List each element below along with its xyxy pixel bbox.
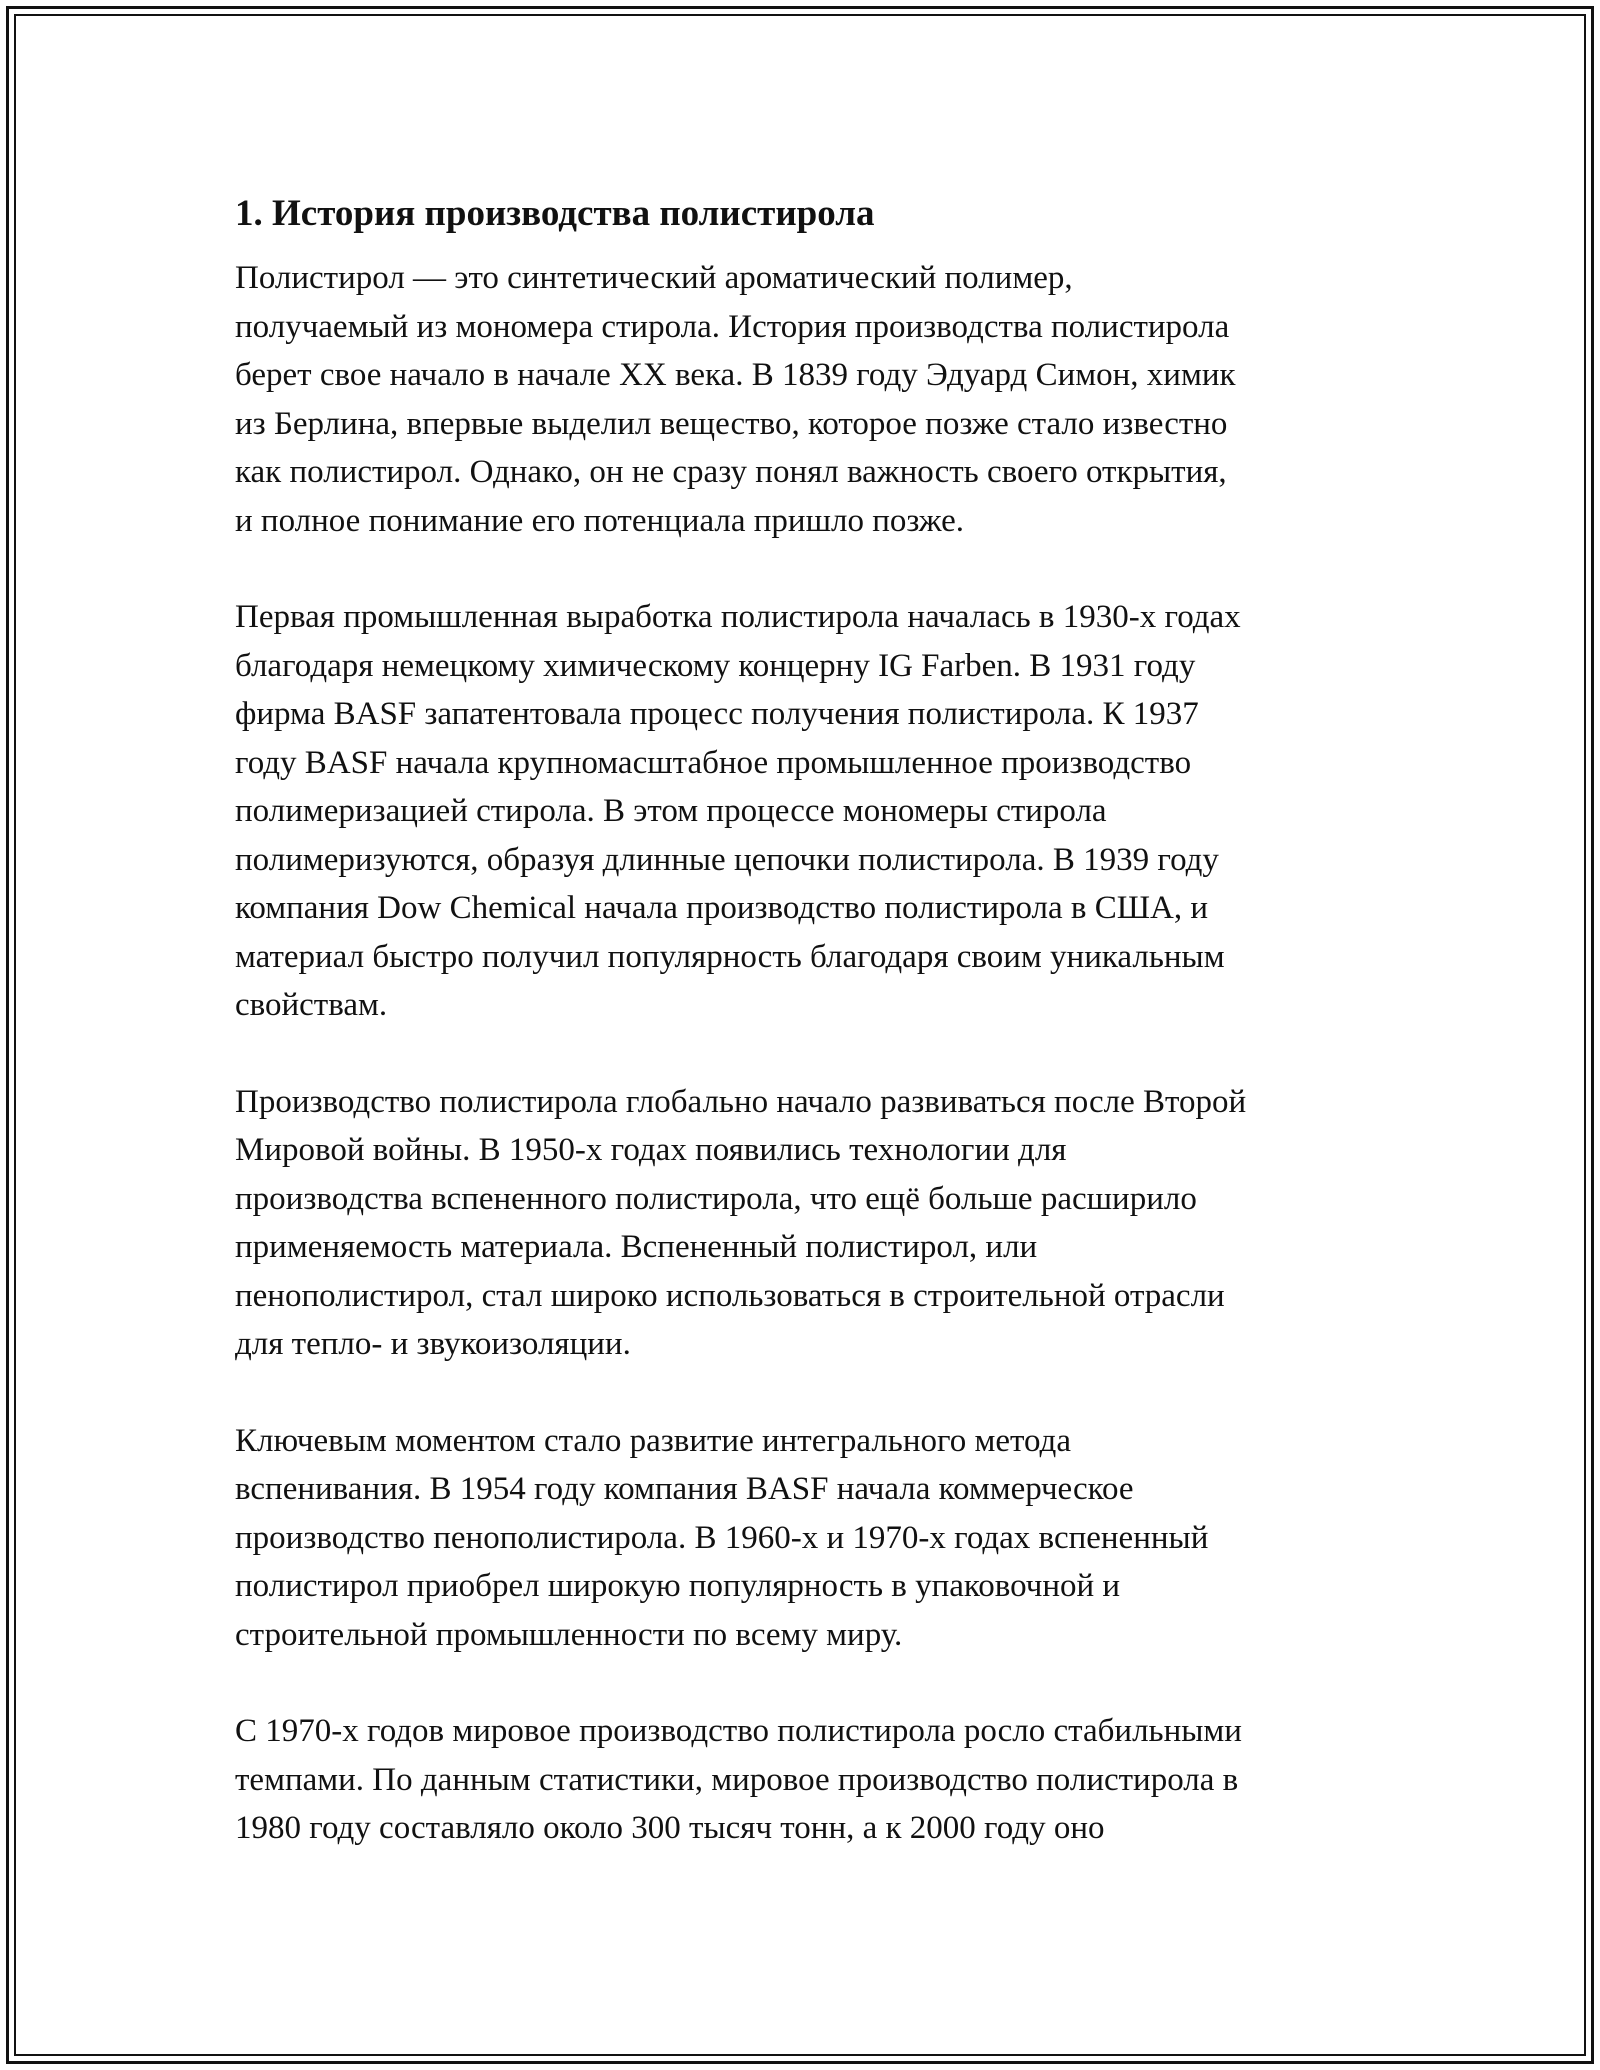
paragraph-4 bbox=[235, 1417, 1385, 1660]
paragraph-2 bbox=[235, 593, 1385, 1030]
text-line: полистирол приобрел широкую популярность в упаковочной и bbox=[235, 1568, 1121, 1604]
paragraph-3 bbox=[235, 1078, 1385, 1369]
text-line: полимеризуются, образуя длинные цепочки полистирола. В 1939 году bbox=[235, 841, 1219, 878]
text-line: применяемость материала. Вспененный полистирол, или bbox=[235, 1229, 1038, 1265]
text-line: строительной промышленности по всему миру. bbox=[235, 1616, 903, 1653]
text-line: как полистирол. Однако, он не сразу понял важность своего открытия, bbox=[235, 454, 1227, 490]
text-line: производства вспененного полистирола, что ещё больше расширило bbox=[235, 1180, 1197, 1217]
text-line: вспенивания. В 1954 году компания BASF начала коммерческое bbox=[235, 1471, 1134, 1507]
text-line: Производство полистирола глобально начало развиваться после Второй bbox=[235, 1083, 1247, 1120]
document-body bbox=[235, 186, 1385, 1853]
text-line: материал быстро получил популярность благодаря своим уникальным bbox=[235, 938, 1225, 975]
text-line: полимеризацией стирола. В этом процессе мономеры стирола bbox=[235, 793, 1107, 829]
text-line: благодаря немецкому химическому концерну IG Farben. В 1931 году bbox=[235, 647, 1196, 684]
text-line: для тепло- и звукоизоляции. bbox=[235, 1326, 631, 1362]
text-line: берет свое начало в начале XX века. В 1839 году Эдуард Симон, химик bbox=[235, 357, 1236, 393]
text-line: Ключевым моментом стало развитие интегрального метода bbox=[235, 1422, 1071, 1459]
text-line: из Берлина, впервые выделил вещество, которое позже стало известно bbox=[235, 405, 1228, 442]
text-line: и полное понимание его потенциала пришло позже. bbox=[235, 502, 965, 539]
text-line: темпами. По данным статистики, мировое производство полистирола в bbox=[235, 1761, 1239, 1798]
text-line: Мировой войны. В 1950-х годах появились технологии для bbox=[235, 1132, 1067, 1168]
text-line: фирма BASF запатентовала процесс получения полистирола. К 1937 bbox=[235, 696, 1199, 732]
text-line: получаемый из мономера стирола. История производства полистирола bbox=[235, 308, 1230, 345]
text-line: С 1970-х годов мировое производство полистирола росло стабильными bbox=[235, 1713, 1242, 1749]
text-line: компания Dow Chemical начала производство полистирола в США, и bbox=[235, 890, 1209, 926]
text-line: свойствам. bbox=[235, 987, 388, 1023]
text-line: Полистирол — это синтетический ароматический полимер, bbox=[235, 260, 1073, 296]
text-line: году BASF начала крупномасштабное промышленное производство bbox=[235, 744, 1192, 781]
text-line: 1980 году составляло около 300 тысяч тонн, а к 2000 году оно bbox=[235, 1810, 1105, 1846]
section-heading: 1. История производства полистирола bbox=[235, 193, 875, 234]
paragraph-1 bbox=[235, 254, 1385, 545]
text-line: Первая промышленная выработка полистирола началась в 1930-х годах bbox=[235, 599, 1241, 635]
text-line: пенополистирол, стал широко использоваться в строительной отрасли bbox=[235, 1277, 1225, 1314]
text-line: производство пенополистирола. В 1960-х и 1970-х годах вспененный bbox=[235, 1519, 1209, 1556]
paragraph-5 bbox=[235, 1707, 1385, 1853]
